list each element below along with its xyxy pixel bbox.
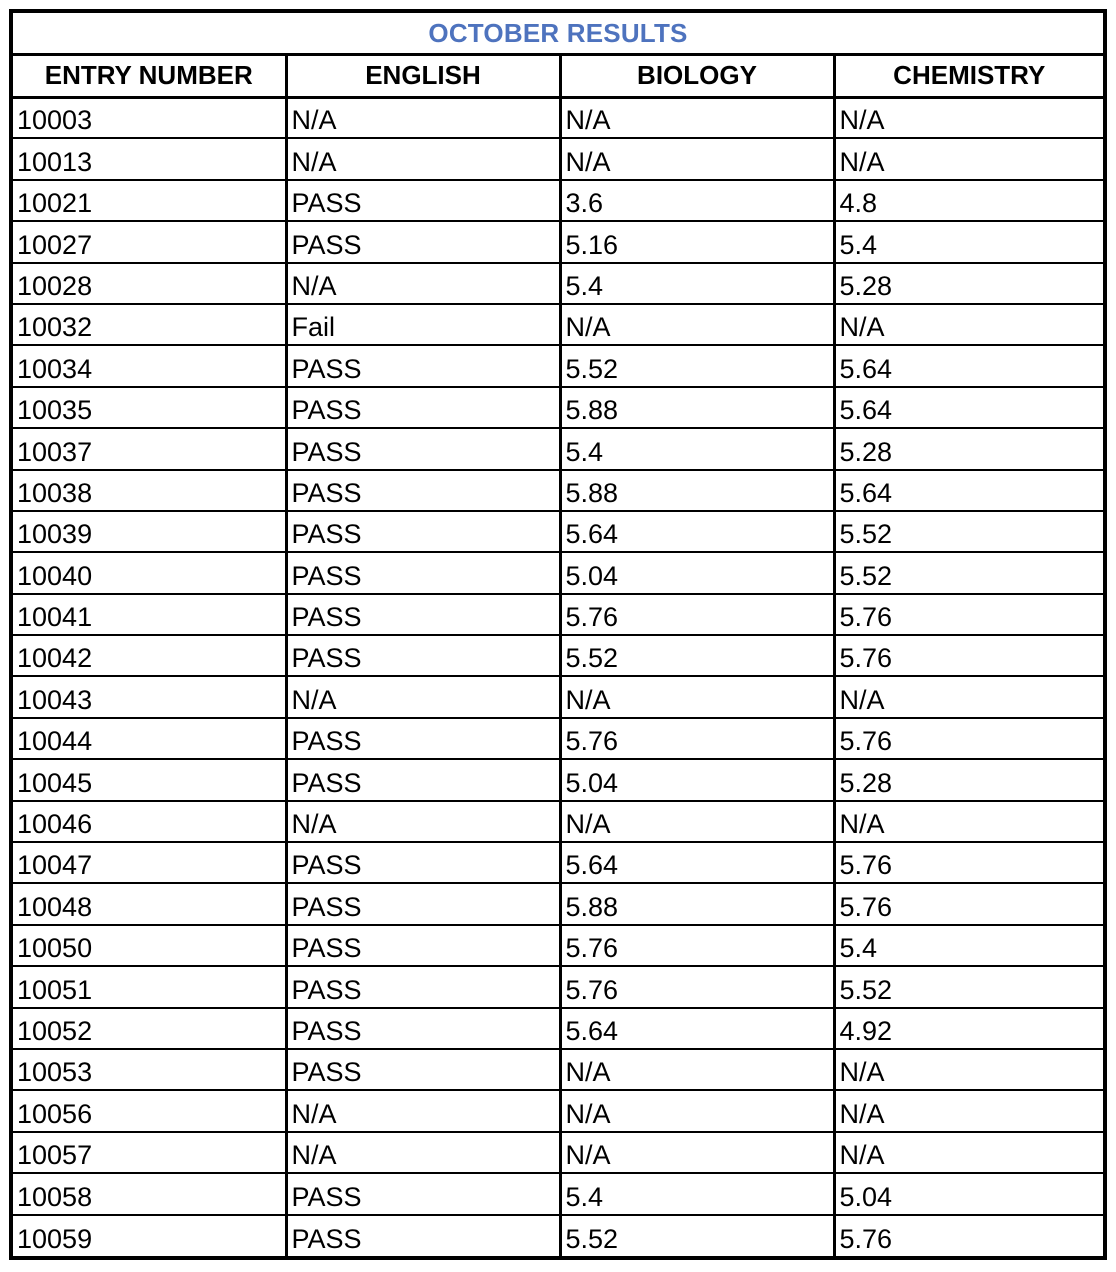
table-row	[13, 1132, 1103, 1173]
biology-cell: 3.6	[560, 180, 834, 221]
english-cell: PASS	[286, 387, 560, 428]
biology-cell: 5.04	[560, 759, 834, 800]
biology-cell: N/A	[560, 1090, 834, 1131]
table-row	[13, 428, 1103, 469]
biology-cell: 5.76	[560, 966, 834, 1007]
table-row	[13, 97, 1103, 138]
table-row	[13, 387, 1103, 428]
entry-number-cell: 10046	[13, 801, 286, 842]
english-cell: N/A	[286, 263, 560, 304]
english-cell: PASS	[286, 1049, 560, 1090]
chemistry-cell: 5.4	[834, 221, 1103, 262]
table-row	[13, 304, 1103, 345]
entry-number-cell: 10051	[13, 966, 286, 1007]
chemistry-cell: N/A	[834, 97, 1103, 138]
table-row	[13, 470, 1103, 511]
entry-number-cell: 10053	[13, 1049, 286, 1090]
entry-number-cell: 10013	[13, 138, 286, 179]
biology-cell: 5.76	[560, 718, 834, 759]
biology-cell: N/A	[560, 1049, 834, 1090]
table-row	[13, 511, 1103, 552]
chemistry-cell: 5.52	[834, 511, 1103, 552]
english-cell: N/A	[286, 801, 560, 842]
biology-cell: 5.76	[560, 594, 834, 635]
chemistry-cell: N/A	[834, 1090, 1103, 1131]
table-row	[13, 966, 1103, 1007]
entry-number-cell: 10059	[13, 1215, 286, 1256]
chemistry-cell: N/A	[834, 1132, 1103, 1173]
biology-cell: 5.52	[560, 1215, 834, 1256]
entry-number-cell: 10057	[13, 1132, 286, 1173]
column-header-entry-number: ENTRY NUMBER	[13, 56, 286, 97]
table-row	[13, 263, 1103, 304]
chemistry-cell: 5.64	[834, 345, 1103, 386]
table-row	[13, 552, 1103, 593]
english-cell: N/A	[286, 138, 560, 179]
table-row	[13, 345, 1103, 386]
english-cell: N/A	[286, 676, 560, 717]
english-cell: N/A	[286, 1132, 560, 1173]
chemistry-cell: 5.76	[839, 1223, 893, 1254]
english-cell: PASS	[286, 1215, 560, 1256]
english-cell: N/A	[286, 1090, 560, 1131]
chemistry-cell: 5.52	[834, 552, 1103, 593]
column-header-biology: BIOLOGY	[560, 56, 834, 97]
table-row	[13, 594, 1103, 635]
entry-number-cell: 10034	[13, 345, 286, 386]
biology-cell: N/A	[560, 138, 834, 179]
chemistry-cell: 5.28	[834, 263, 1103, 304]
english-cell: PASS	[286, 428, 560, 469]
english-cell: PASS	[286, 925, 560, 966]
english-cell: N/A	[286, 97, 560, 138]
table-body	[13, 97, 1103, 1256]
chemistry-cell: 5.76	[834, 883, 1103, 924]
biology-cell: 5.04	[560, 552, 834, 593]
entry-number-cell: 10045	[13, 759, 286, 800]
table-row	[13, 801, 1103, 842]
table-row	[13, 180, 1103, 221]
entry-number-cell: 10043	[13, 676, 286, 717]
header-row	[13, 56, 1103, 97]
biology-cell: 5.76	[560, 925, 834, 966]
entry-number-cell: 10058	[13, 1173, 286, 1214]
biology-cell: N/A	[560, 97, 834, 138]
biology-cell: 5.64	[560, 511, 834, 552]
table-row	[13, 1215, 1103, 1256]
column-header-english: ENGLISH	[286, 56, 560, 97]
chemistry-cell: N/A	[834, 801, 1103, 842]
table-row	[13, 1090, 1103, 1131]
biology-cell: N/A	[560, 676, 834, 717]
english-cell: PASS	[286, 883, 560, 924]
entry-number-cell: 10040	[13, 552, 286, 593]
english-cell: PASS	[286, 552, 560, 593]
table-row	[13, 676, 1103, 717]
chemistry-cell: 5.76	[834, 594, 1103, 635]
biology-cell: 5.88	[560, 883, 834, 924]
chemistry-cell: 5.28	[834, 759, 1103, 800]
biology-cell: N/A	[560, 304, 834, 345]
entry-number-cell: 10003	[13, 97, 286, 138]
entry-number-cell: 10021	[13, 180, 286, 221]
biology-cell: N/A	[560, 1132, 834, 1173]
table-row	[13, 718, 1103, 759]
biology-cell: 5.16	[560, 221, 834, 262]
table-row	[13, 635, 1103, 676]
english-cell: PASS	[286, 180, 560, 221]
chemistry-cell: 5.64	[834, 387, 1103, 428]
chemistry-cell: 5.28	[834, 428, 1103, 469]
entry-number-cell: 10052	[13, 1008, 286, 1049]
biology-cell: 5.88	[560, 387, 834, 428]
biology-cell: 5.52	[560, 635, 834, 676]
english-cell: PASS	[286, 842, 560, 883]
entry-number-cell: 10050	[13, 925, 286, 966]
entry-number-cell: 10039	[13, 511, 286, 552]
table-row	[13, 925, 1103, 966]
entry-number-cell: 10048	[13, 883, 286, 924]
english-cell: PASS	[286, 635, 560, 676]
entry-number-cell: 10035	[13, 387, 286, 428]
results-sheet	[9, 9, 1107, 1260]
chemistry-cell: 5.4	[834, 925, 1103, 966]
chemistry-cell: 5.04	[834, 1173, 1103, 1214]
column-header-chemistry: CHEMISTRY	[834, 56, 1103, 97]
entry-number-cell: 10037	[13, 428, 286, 469]
sheet-title: OCTOBER RESULTS	[13, 13, 1103, 56]
biology-cell: N/A	[560, 801, 834, 842]
chemistry-cell: N/A	[834, 1049, 1103, 1090]
chemistry-cell: 4.8	[834, 180, 1103, 221]
entry-number-cell: 10041	[13, 594, 286, 635]
chemistry-cell: N/A	[834, 138, 1103, 179]
english-cell: PASS	[286, 345, 560, 386]
biology-cell: 5.4	[560, 263, 834, 304]
chemistry-cell: 5.76	[834, 842, 1103, 883]
biology-cell: 5.4	[560, 1173, 834, 1214]
english-cell: PASS	[286, 511, 560, 552]
table-row	[13, 221, 1103, 262]
entry-number-cell: 10056	[13, 1090, 286, 1131]
chemistry-cell: 5.76	[834, 718, 1103, 759]
table-row	[13, 883, 1103, 924]
table-row	[13, 842, 1103, 883]
table-row	[13, 1173, 1103, 1214]
english-cell: PASS	[286, 1173, 560, 1214]
entry-number-cell: 10042	[13, 635, 286, 676]
biology-cell: 5.64	[560, 1008, 834, 1049]
entry-number-cell: 10028	[13, 263, 286, 304]
english-cell: PASS	[286, 594, 560, 635]
english-cell: PASS	[286, 470, 560, 511]
english-cell: PASS	[286, 759, 560, 800]
chemistry-cell: 5.64	[834, 470, 1103, 511]
english-cell: Fail	[286, 304, 560, 345]
entry-number-cell: 10032	[13, 304, 286, 345]
english-cell: PASS	[286, 1008, 560, 1049]
entry-number-cell: 10047	[13, 842, 286, 883]
table-row	[13, 138, 1103, 179]
results-table	[13, 56, 1103, 1256]
chemistry-cell: 5.76	[834, 635, 1103, 676]
table-row	[13, 759, 1103, 800]
biology-cell: 5.64	[560, 842, 834, 883]
table-row	[13, 1008, 1103, 1049]
english-cell: PASS	[286, 718, 560, 759]
english-cell: PASS	[286, 966, 560, 1007]
chemistry-cell: N/A	[834, 304, 1103, 345]
table-row	[13, 1049, 1103, 1090]
biology-cell: 5.52	[560, 345, 834, 386]
chemistry-cell: 4.92	[834, 1008, 1103, 1049]
biology-cell: 5.88	[560, 470, 834, 511]
chemistry-cell: 5.52	[834, 966, 1103, 1007]
entry-number-cell: 10038	[13, 470, 286, 511]
english-cell: PASS	[286, 221, 560, 262]
entry-number-cell: 10044	[13, 718, 286, 759]
chemistry-cell: N/A	[834, 676, 1103, 717]
entry-number-cell: 10027	[13, 221, 286, 262]
biology-cell: 5.4	[560, 428, 834, 469]
